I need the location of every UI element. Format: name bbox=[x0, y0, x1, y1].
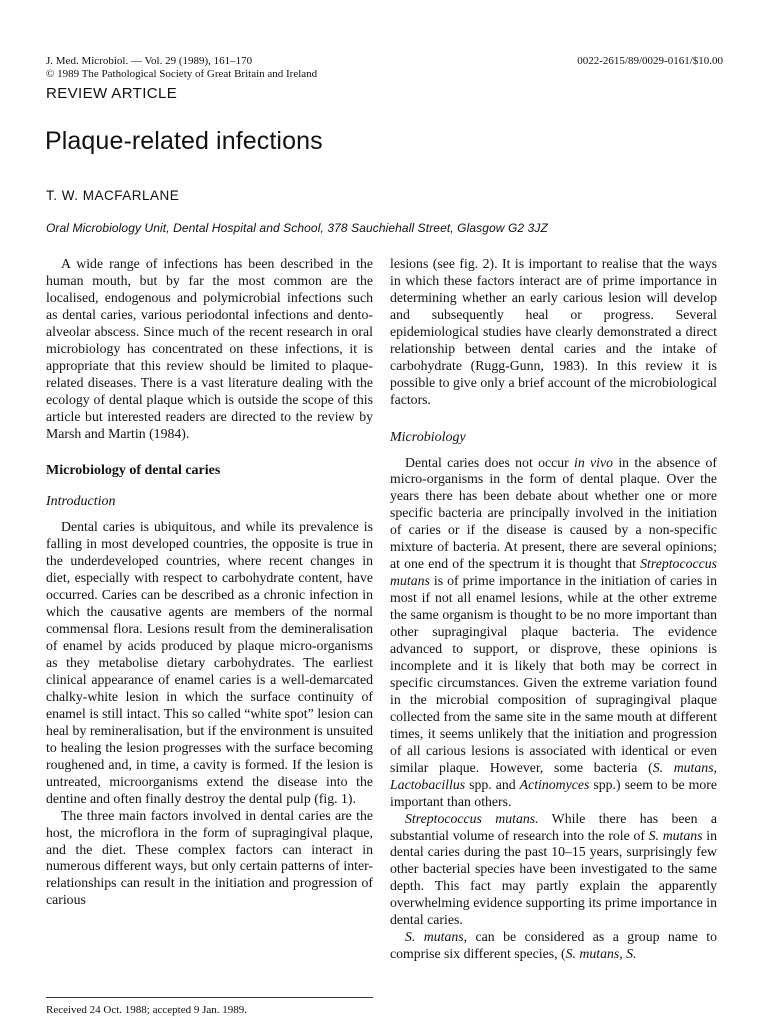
paragraph-streptococcus: Streptococcus mutans. While there has been a substantial volume of research into the role of S. mutans in dental caries during the past 10–15 years, surprisingly few other bacterial species have been investigated to the same depth. This fact may partly explain the apparently overwhelming evidence supporting its prime importance in dental caries. bbox=[390, 810, 717, 928]
footnote-divider bbox=[46, 997, 373, 998]
section-heading: Microbiology of dental caries bbox=[46, 463, 221, 479]
paragraph-microbiology: Dental caries does not occur in vivo in the absence of micro-organisms in the form of dental plaque. Over the years there has been debate about whether one or more specific bacteria are principally involved in the initiation of caries or if the disease is caused by a non-specific mixture of bacteria. At present, there are several opinions; at one end of the spectrum it is thought that Streptococcus mutans is of prime importance in the initiation of caries in most if not all enamel lesions, while at the other extreme the same organism is thought to be no more important than other supragingival plaque bacteria. The evidence advanced to support, or disprove, these opinions is incomplete and it is likely that both may be correct in specific circumstances. Given the extreme variation found in the microbial composition of supragingival plaque collected from the same site in the same mouth at different times, it seems unlikely that the initiation and progression of all carious lesions is associated with identical or even similar plaque. However, some bacteria (S. mutans, Lactobacillus spp. and Actinomyces spp.) seem to be more important than others. bbox=[390, 454, 718, 809]
intro-paragraph: A wide range of infections has been described in the human mouth, but by far the most common are the localised, endogenous and polymicrobial infections such as dental caries, various periodontal infections and dento-alveolar abscess. Since much of the recent research in oral microbiology has concentrated on these infections, it is appropriate that this review should be limited to plaque-related diseases. There is a vast literature dealing with the ecology of dental plaque which is outside the scope of this article but interested readers are directed to the review by Marsh and Martin (1984). bbox=[46, 256, 373, 441]
received-date: Received 24 Oct. 1988; accepted 9 Jan. 1989. bbox=[46, 1004, 247, 1016]
author-name: T. W. MACFARLANE bbox=[46, 188, 180, 203]
paragraph-factors: The three main factors involved in dental caries are the host, the microflora in the form of supragingival plaque, and the diet. These complex factors can interact in numerous different ways, but only certain patterns of inter-relationships can result in the initiation and progression of carious bbox=[46, 807, 373, 908]
left-column bbox=[46, 256, 373, 909]
continuation-paragraph: lesions (see fig. 2). It is important to realise that the ways in which these factors interact are of prime importance in determining whether an early carious lesion will develop and subsequently heal or progress. Several epidemiological studies have clearly demonstrated a direct relationship between dental caries and the intake of carbohydrate (Rugg-Gunn, 1983). In this review it is possible to give only a brief account of the microbiological factors. bbox=[390, 256, 717, 407]
paragraph-caries: Dental caries is ubiquitous, and while its prevalence is falling in most developed countries, the opposite is true in the underdeveloped countries, where recent changes in diet, especially with respect to carbohydrate content, have occurred. Caries can be described as a chronic infection in which the causative agents are members of the normal commensal flora. Lesions result from the demineralisation of enamel by acids produced by plaque micro-organisms as they metabolise dietary carbohydrates. The earliest clinical appearance of enamel caries is a well-demarcated chalky-white lesion in which the surface continuity of enamel is still intact. This so called “white spot” lesion can heal by remineralisation, but if the environment is unsuited to healing the lesion progresses with the surface becoming roughened and, in time, a cavity is formed. If the lesion is untreated, microorganisms extend the disease into the dentine and often finally destroy the dental pulp (fig. 1). bbox=[46, 519, 373, 806]
subheading-microbiology: Microbiology bbox=[390, 429, 466, 445]
article-type: REVIEW ARTICLE bbox=[46, 85, 178, 102]
journal-citation bbox=[46, 55, 317, 81]
right-column bbox=[390, 256, 717, 963]
paragraph-s-mutans: S. mutans, can be considered as a group name to comprise six different species, (S. mutans, S. bbox=[390, 929, 717, 962]
journal-line-2: © 1989 The Pathological Society of Great Britain and Ireland bbox=[46, 68, 318, 80]
subheading-introduction: Introduction bbox=[46, 494, 116, 510]
issn-code: 0022-2615/89/0029-0161/$10.00 bbox=[577, 55, 723, 67]
article-title: Plaque-related infections bbox=[45, 127, 323, 155]
affiliation: Oral Microbiology Unit, Dental Hospital and School, 378 Sauchiehall Street, Glasgow G2 3JZ bbox=[46, 221, 548, 235]
journal-line-1: J. Med. Microbiol. — Vol. 29 (1989), 161–170 bbox=[46, 55, 253, 67]
